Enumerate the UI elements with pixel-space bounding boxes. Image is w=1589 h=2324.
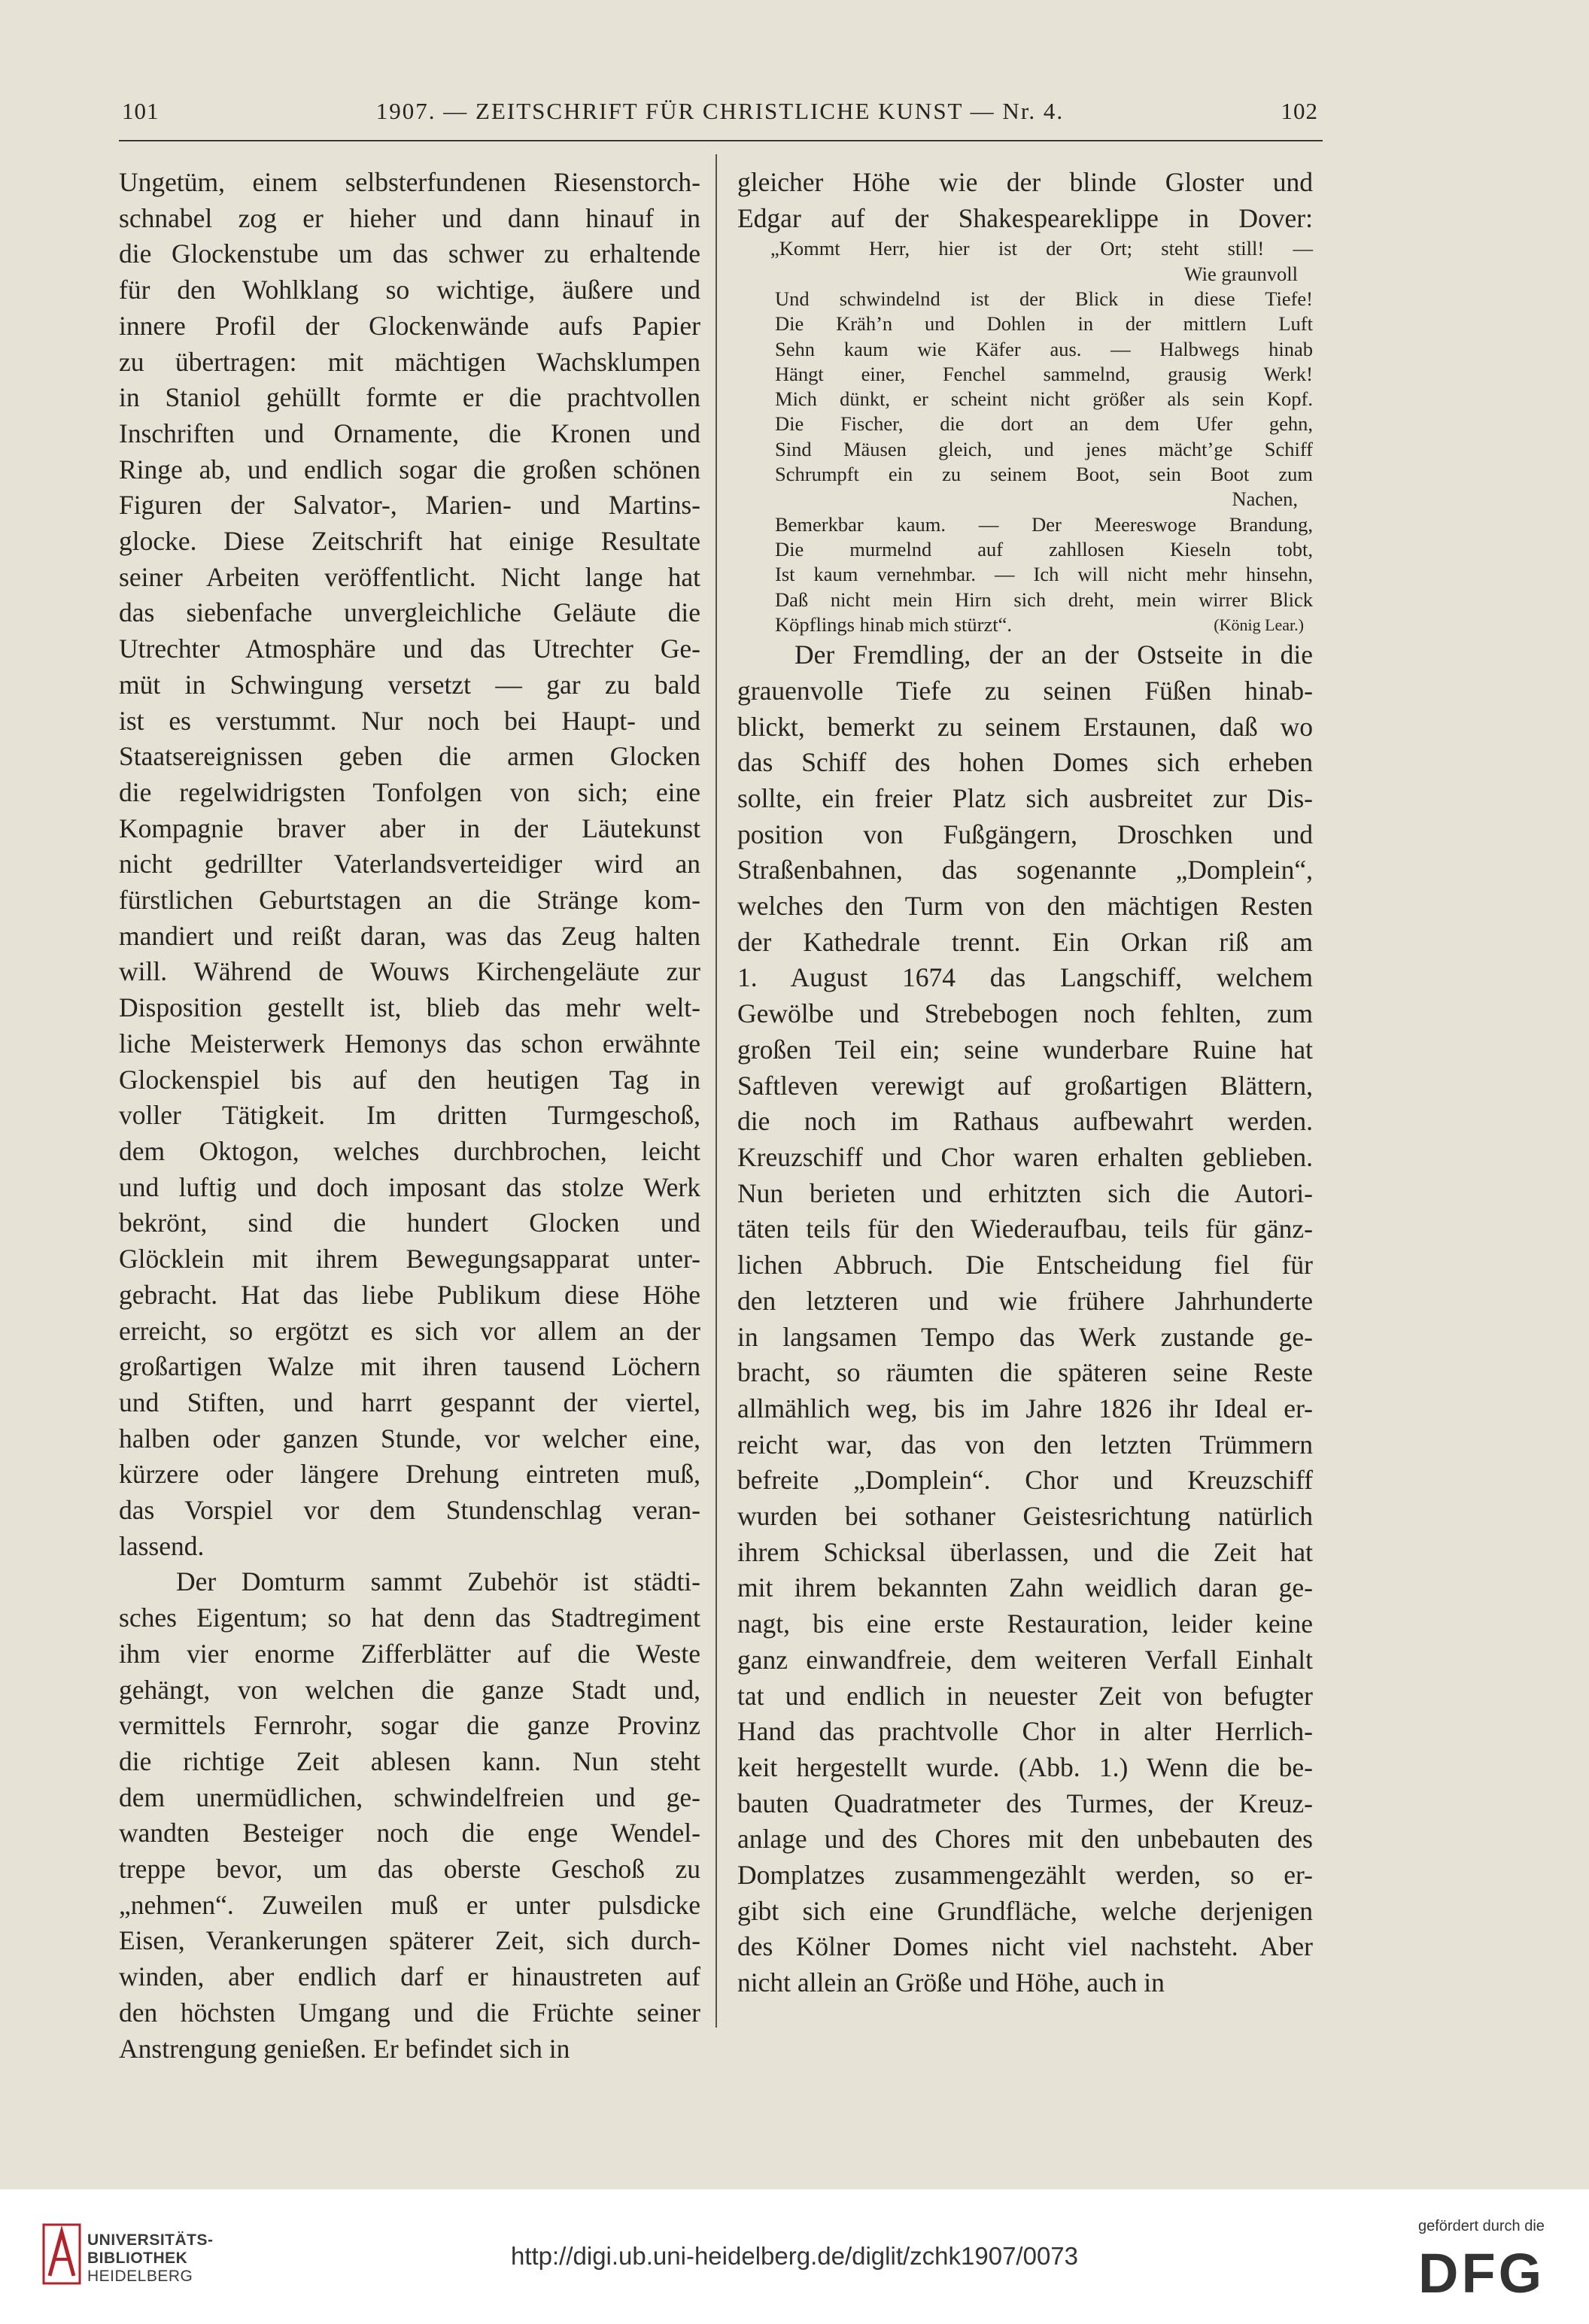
text-line: nicht allein an Größe und Höhe, auch in — [737, 1967, 1165, 1998]
text-line: innere Profil der Glockenwände aufs Papier — [119, 310, 700, 341]
text-line: bracht, so räumten die späteren seine Reste — [737, 1357, 1313, 1388]
text-line: welches den Turm von den mächtigen Resten — [737, 891, 1313, 922]
text-line: ganz einwandfreie, dem weiteren Verfall Einhalt — [737, 1644, 1313, 1675]
text-line: position von Fußgängern, Droschken und — [737, 819, 1313, 849]
verse-line — [737, 311, 1313, 336]
text-line: Eisen, Verankerungen späterer Zeit, sich durch- — [119, 1925, 700, 1956]
quote-attribution: (König Lear.) — [1214, 615, 1304, 634]
verse-line — [737, 337, 1313, 362]
text-line: anlage und des Chores mit den unbebauten des — [737, 1824, 1313, 1855]
library-line-1: UNIVERSITÄTS- — [87, 2231, 214, 2249]
text-line: „nehmen“. Zuweilen muß er unter pulsdicke — [119, 1889, 700, 1920]
text-line: bekrönt, sind die hundert Glocken und — [119, 1208, 700, 1238]
text-line: Utrechter Atmosphäre und das Utrechter Ge- — [119, 633, 700, 664]
text-line: befreite „Domplein“. Chor und Kreuzschiff — [737, 1465, 1313, 1496]
text-line: gebracht. Hat das liebe Publikum diese Höhe — [119, 1279, 700, 1310]
text-line: Glöcklein mit ihrem Bewegungsapparat unter- — [119, 1244, 700, 1274]
text-line: nicht gedrillter Vaterlandsverteidiger wird an — [119, 849, 700, 879]
verse-line — [737, 562, 1313, 587]
verse-line — [737, 412, 1313, 436]
verse-line — [737, 588, 1313, 612]
text-line: und Stiften, und harrt gespannt der viertel, — [119, 1387, 700, 1417]
text-line: tat und endlich in neuester Zeit von befugter — [737, 1680, 1313, 1711]
text-line: Ringe ab, und endlich sogar die großen schönen — [119, 454, 700, 485]
text-line: winden, aber endlich darf er hinaustreten auf — [119, 1961, 700, 1992]
verse-text: Schrumpft ein zu seinem Boot, sein Boot zum — [775, 463, 1313, 486]
text-line: will. Während de Wouws Kirchengeläute zur — [119, 956, 700, 987]
text-line: großen Teil ein; seine wunderbare Ruine hat — [737, 1034, 1313, 1065]
text-line: in Staniol gehüllt formte er die prachtvollen — [119, 382, 700, 413]
text-line: Anstrengung genießen. Er befindet sich in — [119, 2033, 570, 2064]
library-line-2: BIBLIOTHEK — [87, 2250, 188, 2267]
text-line: den höchsten Umgang und die Früchte seiner — [119, 1997, 700, 2028]
text-line: Glockenspiel bis auf den heutigen Tag in — [119, 1064, 700, 1095]
verse-line — [737, 362, 1313, 387]
verse-text: Bemerkbar kaum. — Der Meereswoge Brandung, — [775, 512, 1313, 536]
verse-quotation — [737, 236, 1313, 637]
text-line: blickt, bemerkt zu seinem Erstaunen, daß wo — [737, 711, 1313, 742]
text-line: liche Meisterwerk Hemonys das schon erwähnte — [119, 1028, 700, 1059]
verse-text: Daß nicht mein Hirn sich dreht, mein wirrer Blick — [775, 588, 1313, 611]
text-line: wurden bei sothaner Geistesrichtung natürlich — [737, 1501, 1313, 1532]
text-line: nagt, bis eine erste Restauration, leider keine — [737, 1609, 1313, 1639]
text-line: das Schiff des hohen Domes sich erheben — [737, 747, 1313, 778]
page-number-right: 102 — [1281, 98, 1318, 124]
permalink-url[interactable]: http://digi.ub.uni-heidelberg.de/diglit/zchk1907/0073 — [510, 2242, 1079, 2270]
verse-line — [737, 462, 1313, 487]
text-line: ihm vier enorme Zifferblätter auf die Weste — [119, 1638, 700, 1669]
text-line: ihrem Schicksal überlassen, und die Zeit hat — [737, 1536, 1313, 1567]
verse-text: Nachen, — [1232, 488, 1298, 511]
verse-text: Mich dünkt, er scheint nicht größer als sein Kopf. — [775, 387, 1313, 411]
header-rule — [119, 140, 1323, 141]
verse-line — [737, 512, 1313, 537]
page-number-left: 101 — [122, 98, 160, 124]
text-line: Hand das prachtvolle Chor in alter Herrlich- — [737, 1716, 1313, 1747]
column-divider — [716, 154, 717, 2028]
text-line: Edgar auf der Shakespeareklippe in Dover: — [737, 202, 1313, 233]
verse-text: Köpflings hinab mich stürzt“. — [775, 612, 1012, 636]
text-line: ist es verstummt. Nur noch bei Haupt- und — [119, 705, 700, 736]
verse-line — [737, 287, 1313, 311]
text-line: Nun berieten und erhitzten sich die Autori- — [737, 1177, 1313, 1208]
text-line: Straßenbahnen, das sogenannte „Domplein“, — [737, 855, 1313, 886]
dfg-logo: DFG — [1418, 2242, 1545, 2304]
text-line: in langsamen Tempo das Werk zustande ge- — [737, 1321, 1313, 1352]
text-line: Figuren der Salvator-, Marien- und Martins- — [119, 490, 700, 521]
verse-line — [737, 612, 1313, 637]
text-line: lassend. — [119, 1530, 205, 1561]
verse-text: Die Kräh’n und Dohlen in der mittlern Luft — [775, 312, 1313, 336]
verse-text: Sind Mäusen gleich, und jenes mächt’ge Schiff — [775, 437, 1313, 460]
verse-text: Hängt einer, Fenchel sammelnd, grausig Werk! — [775, 362, 1313, 385]
verse-text: Und schwindelnd ist der Blick in diese Tiefe! — [775, 287, 1313, 310]
text-line: die Glockenstube um das schwer zu erhaltende — [119, 238, 700, 269]
library-line-3: HEIDELBERG — [87, 2268, 193, 2285]
text-line: die noch im Rathaus aufbewahrt werden. — [737, 1106, 1313, 1137]
text-line: voller Tätigkeit. Im dritten Turmgeschoß, — [119, 1100, 700, 1131]
text-line: mit ihrem bekannten Zahn weidlich daran ge- — [737, 1572, 1313, 1603]
text-line: keit hergestellt wurde. (Abb. 1.) Wenn die be- — [737, 1751, 1313, 1782]
text-line: seiner Arbeiten veröffentlicht. Nicht lange hat — [119, 561, 700, 592]
verse-text: Ist kaum vernehmbar. — Ich will nicht mehr hinsehn, — [775, 563, 1313, 586]
verse-text: Die murmelnd auf zahllosen Kieseln tobt, — [775, 537, 1313, 560]
verse-line — [737, 537, 1313, 562]
text-line: allmählich weg, bis im Jahre 1826 ihr Ideal er- — [737, 1393, 1313, 1423]
funding-caption: gefördert durch die — [1418, 2218, 1545, 2234]
verse-line — [737, 262, 1313, 287]
text-line: der Kathedrale trennt. Ein Orkan riß am — [737, 926, 1313, 957]
text-line: großartigen Walze mit ihren tausend Löchern — [119, 1351, 700, 1382]
text-line: Ungetüm, einem selbsterfundenen Riesenstorch- — [119, 167, 700, 197]
text-line: sollte, ein freier Platz sich ausbreitet zur Dis- — [737, 782, 1313, 813]
text-line: die richtige Zeit ablesen kann. Nun steht — [119, 1745, 700, 1776]
text-line: gibt sich eine Grundfläche, welche derjenigen — [737, 1895, 1313, 1926]
verse-line — [737, 236, 1313, 261]
text-line: 1. August 1674 das Langschiff, welchem — [737, 962, 1313, 993]
text-line: gehängt, von welchen die ganze Stadt und, — [119, 1674, 700, 1705]
text-line: Der Fremdling, der an der Ostseite in die — [794, 639, 1313, 670]
running-header — [122, 98, 1318, 141]
text-line: die regelwidrigsten Tonfolgen von sich; eine — [119, 776, 700, 807]
verse-text: Wie graunvoll — [1183, 262, 1298, 285]
text-line: zu übertragen: mit mächtigen Wachsklumpen — [119, 346, 700, 377]
text-line: Saftleven verewigt auf großartigen Blättern, — [737, 1070, 1313, 1101]
left-column — [119, 165, 700, 2067]
text-line: Gewölbe und Strebebogen noch fehlten, zum — [737, 998, 1313, 1029]
text-line: den letzteren und wie frühere Jahrhunderte — [737, 1285, 1313, 1316]
text-line: Disposition gestellt ist, blieb das mehr welt- — [119, 992, 700, 1023]
text-line: Der Domturm sammt Zubehör ist städti- — [176, 1566, 700, 1597]
text-line: Domplatzes zusammengezählt werden, so er- — [737, 1860, 1313, 1891]
text-line: Kompagnie braver aber in der Läutekunst — [119, 813, 700, 843]
text-line: wandten Besteiger noch die enge Wendel- — [119, 1818, 700, 1849]
text-line: bauten Quadratmeter des Turmes, der Kreuz- — [737, 1788, 1313, 1818]
journal-title: 1907. — ZEITSCHRIFT FÜR CHRISTLICHE KUNST — Nr. 4. — [375, 98, 1065, 124]
text-line: vermittels Fernrohr, sogar die ganze Provinz — [119, 1710, 700, 1741]
verse-line — [737, 437, 1313, 462]
text-line: treppe bevor, um das oberste Geschoß zu — [119, 1854, 700, 1885]
text-line: reicht war, das von den letzten Trümmern — [737, 1429, 1313, 1460]
text-line: des Kölner Domes nicht viel nachsteht. Aber — [737, 1931, 1313, 1962]
verse-text: Die Fischer, die dort an dem Ufer gehn, — [775, 412, 1313, 436]
text-line: gleicher Höhe wie der blinde Gloster und — [737, 167, 1313, 197]
text-line: halben oder ganzen Stunde, vor welcher eine, — [119, 1423, 700, 1454]
text-line: mandiert und reißt daran, was das Zeug halten — [119, 920, 700, 951]
text-line: Staatsereignissen geben die armen Glocken — [119, 741, 700, 772]
text-line: Inschriften und Ornamente, die Kronen und — [119, 418, 700, 448]
text-line: müt in Schwingung versetzt — gar zu bald — [119, 669, 700, 700]
text-line: dem Oktogon, welches durchbrochen, leicht — [119, 1135, 700, 1166]
text-line: glocke. Diese Zeitschrift hat einige Resultate — [119, 526, 700, 557]
text-line: sches Eigentum; so hat denn das Stadtregiment — [119, 1602, 700, 1633]
text-line: fürstlichen Geburtstagen an die Stränge kom- — [119, 885, 700, 916]
text-line: schnabel zog er hieher und dann hinauf in — [119, 202, 700, 233]
verse-text: „Kommt Herr, hier ist der Ort; steht still! — — [770, 237, 1313, 260]
text-line: Kreuzschiff und Chor waren erhalten geblieben. — [737, 1142, 1313, 1172]
verse-line — [737, 487, 1313, 512]
right-column — [737, 165, 1313, 2001]
text-line: grauenvolle Tiefe zu seinen Füßen hinab- — [737, 675, 1313, 706]
text-line: das Vorspiel vor dem Stundenschlag veran- — [119, 1495, 700, 1526]
text-line: kürzere oder längere Drehung eintreten muß, — [119, 1459, 700, 1490]
verse-text: Sehn kaum wie Käfer aus. — Halbwegs hinab — [775, 337, 1313, 360]
verse-line — [737, 387, 1313, 412]
text-line: täten teils für den Wiederaufbau, teils für gänz- — [737, 1214, 1313, 1244]
text-line: das siebenfache unvergleichliche Geläute die — [119, 597, 700, 628]
text-line: und luftig und doch imposant das stolze Werk — [119, 1171, 700, 1202]
text-line: lichen Abbruch. Die Entscheidung fiel für — [737, 1250, 1313, 1280]
text-line: für den Wohlklang so wichtige, äußere und — [119, 275, 700, 305]
text-line: erreicht, so ergötzt es sich vor allem an der — [119, 1315, 700, 1346]
text-line: dem unermüdlichen, schwindelfreien und ge- — [119, 1782, 700, 1812]
